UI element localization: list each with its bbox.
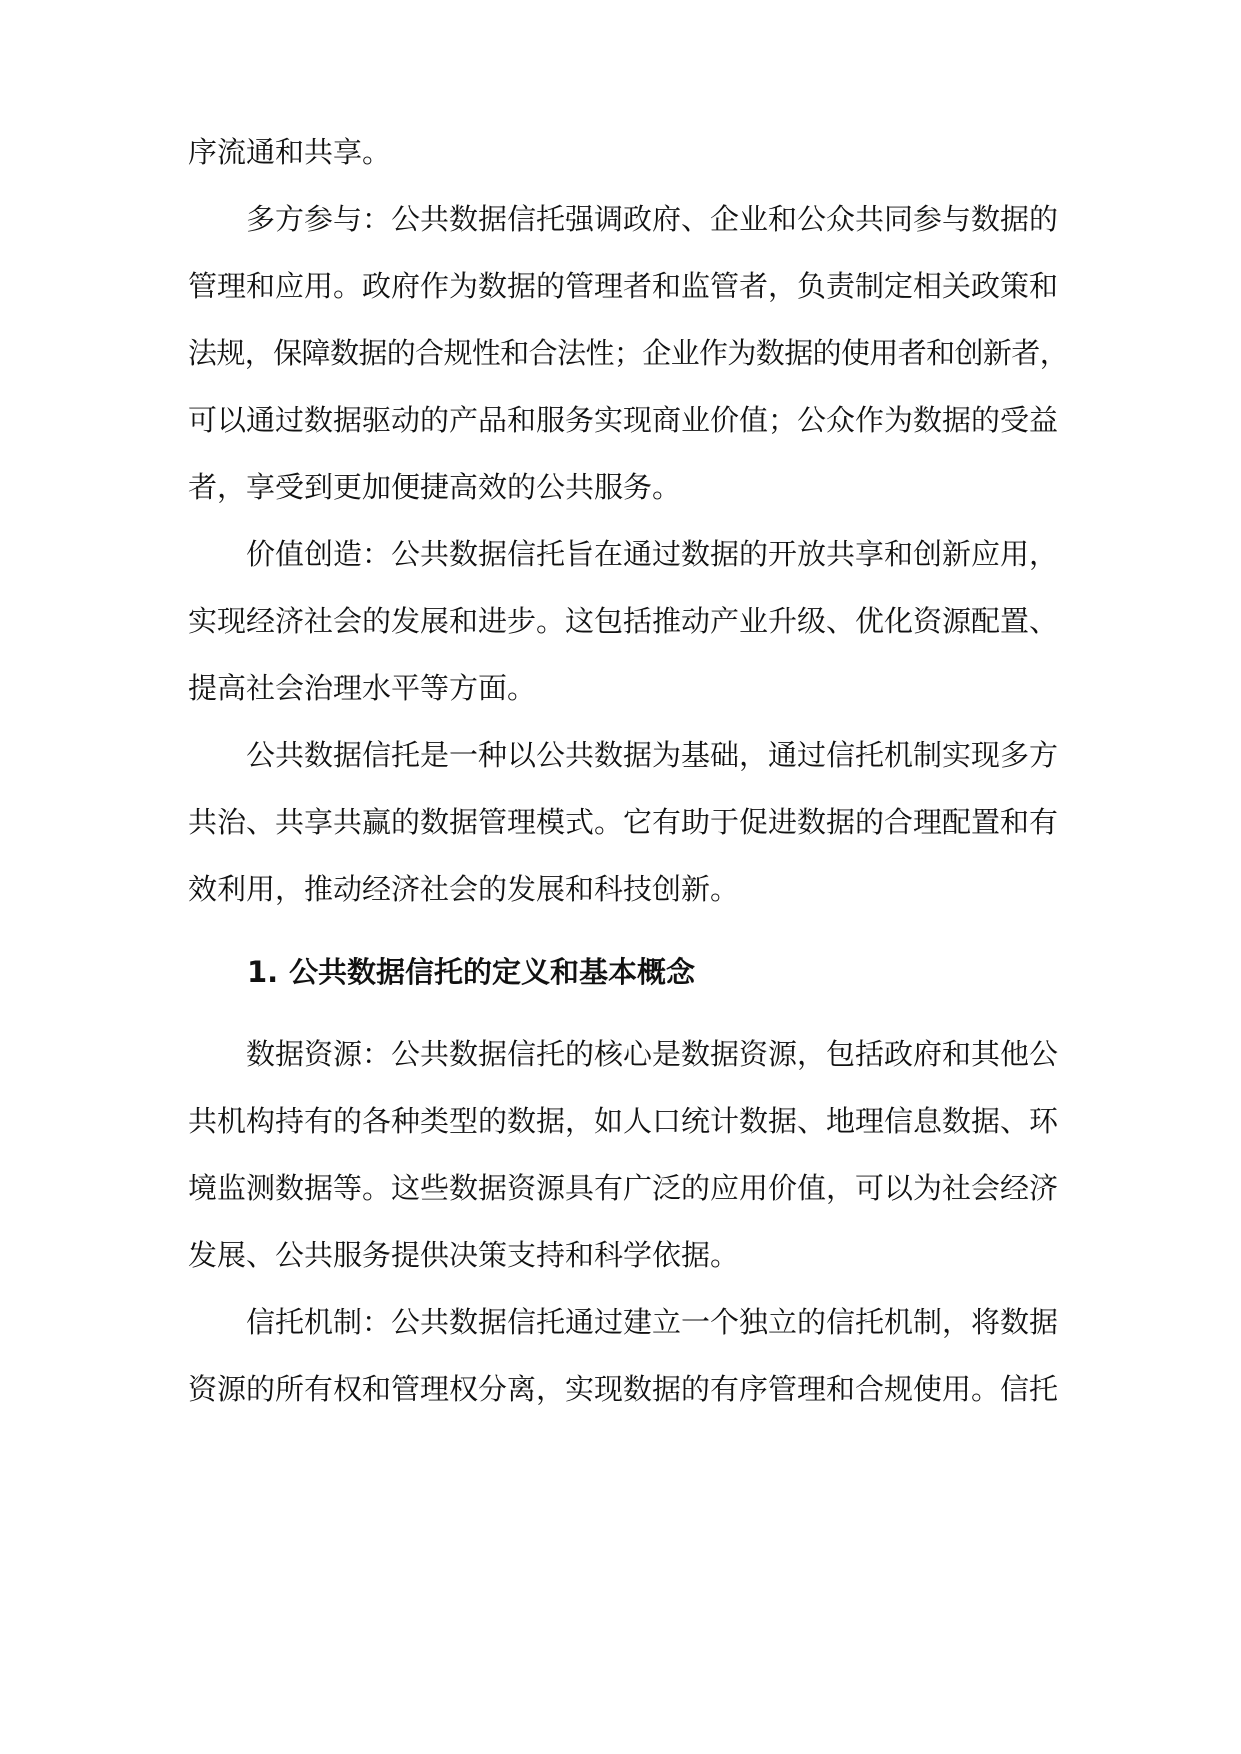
- text-line: 发展、公共服务提供决策支持和科学依据。: [188, 1238, 740, 1272]
- text-line: 资源的所有权和管理权分离，实现数据的有序管理和合规使用。信托: [188, 1372, 1059, 1406]
- text-line: 多方参与：公共数据信托强调政府、企业和公众共同参与数据的: [188, 202, 1059, 236]
- text-line: 效利用，推动经济社会的发展和科技创新。: [188, 872, 740, 906]
- section-title: 公共数据信托的定义和基本概念: [289, 955, 696, 989]
- text-line: 共治、共享共赢的数据管理模式。它有助于促进数据的合理配置和有: [188, 805, 1059, 839]
- section-number: 1.: [247, 955, 279, 989]
- section-heading: [247, 952, 695, 992]
- text-line: 法规，保障数据的合规性和合法性；企业作为数据的使用者和创新者，: [188, 336, 1069, 370]
- text-line: 可以通过数据驱动的产品和服务实现商业价值；公众作为数据的受益: [188, 403, 1059, 437]
- text-line: 共机构持有的各种类型的数据，如人口统计数据、地理信息数据、环: [188, 1104, 1059, 1138]
- text-line: 境监测数据等。这些数据资源具有广泛的应用价值，可以为社会经济: [188, 1171, 1059, 1205]
- text-line: 数据资源：公共数据信托的核心是数据资源，包括政府和其他公: [188, 1037, 1059, 1071]
- text-line: 实现经济社会的发展和进步。这包括推动产业升级、优化资源配置、: [188, 604, 1059, 638]
- text-line: 管理和应用。政府作为数据的管理者和监管者，负责制定相关政策和: [188, 269, 1059, 303]
- text-line: 提高社会治理水平等方面。: [188, 671, 537, 705]
- text-line: 公共数据信托是一种以公共数据为基础，通过信托机制实现多方: [188, 738, 1059, 772]
- text-line: 者，享受到更加便捷高效的公共服务。: [188, 470, 682, 504]
- text-line: 序流通和共享。: [188, 135, 392, 169]
- text-line: 价值创造：公共数据信托旨在通过数据的开放共享和创新应用，: [188, 537, 1059, 571]
- text-line: 信托机制：公共数据信托通过建立一个独立的信托机制，将数据: [188, 1305, 1059, 1339]
